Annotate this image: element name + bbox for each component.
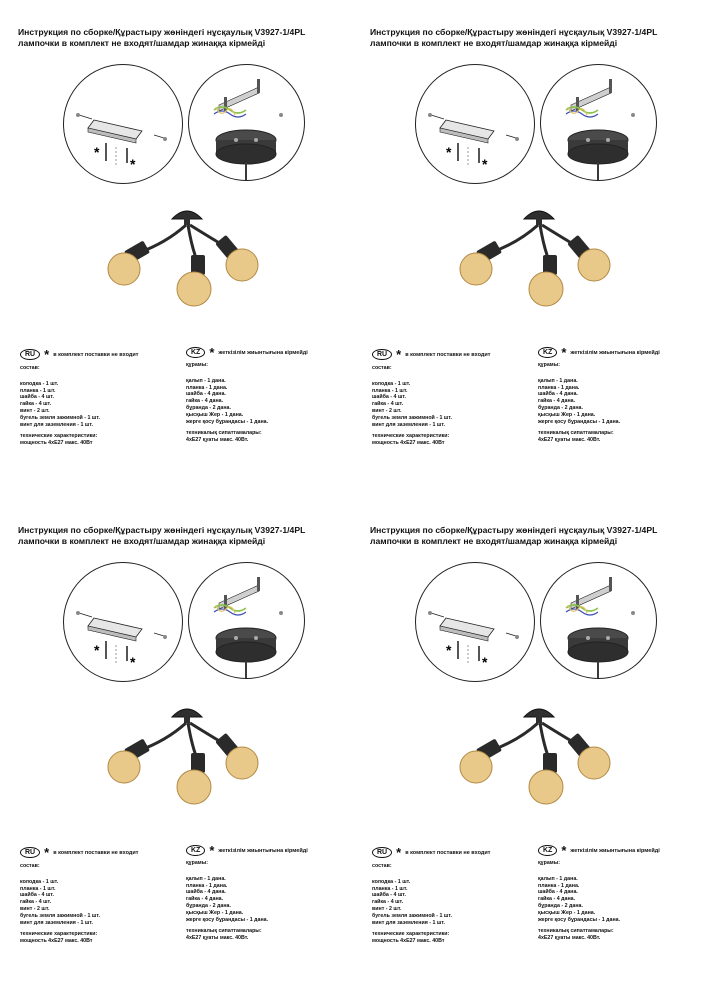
ru-specs-heading: технические характеристики: [372,931,450,938]
ru-note: в комплект поставки не входит [53,351,139,358]
asterisk-left: * [446,642,452,658]
ru-composition [372,365,452,447]
kz-item: планка - 1 дана. [538,384,580,391]
ru-item: винт - 2 шт. [372,905,402,912]
canopy-wiring-diagram [188,64,305,181]
kz-note: жеткізілім жиынтығына кірмейді [218,847,308,854]
kz-composition [538,860,620,942]
kz-item: шайба - 4 дана. [538,391,578,398]
kz-specs: 4хЕ27 қуаты макс. 40Вт. [538,935,601,942]
asterisk-icon: * [396,844,402,860]
ru-badge: RU [20,349,40,360]
ru-item: планка - 1 шт. [20,387,56,394]
title-line-1: Инструкция по сборке/Құрастыру жөніндегі нұсқаулық V3927-1/4PL [18,525,306,535]
title-line-2: лампочки в комплект не входят/шамдар жинаққа кірмейді [370,535,618,546]
ru-badge: RU [20,847,40,858]
title-line-1: Инструкция по сборке/Құрастыру жөніндегі нұсқаулық V3927-1/4PL [18,27,306,37]
instruction-title [18,27,358,48]
kz-item: жерге қосу бұрандасы - 1 дана. [538,418,621,425]
instruction-title [18,525,358,546]
instruction-title [370,27,707,48]
kz-heading: құрамы: [186,362,208,368]
kz-item: жерге қосу бұрандасы - 1 дана. [538,916,621,923]
ru-specs: мощность 4хЕ27 макс. 40Вт [20,938,93,945]
kz-item: гайка - 4 дана. [538,896,576,903]
mounting-bar-diagram [63,64,183,184]
kz-specs-heading: техникалық сипаттамалары: [186,928,262,935]
kz-note-row [538,842,660,858]
kz-item: қысқыш Жер - 1 дана. [186,909,244,916]
kz-item: қалып - 1 дана. [186,377,226,384]
ru-badge: RU [372,349,392,360]
instruction-panel-bottom-right [370,525,707,1005]
ru-item: планка - 1 шт. [372,885,408,892]
kz-composition [186,362,268,444]
ru-specs-heading: технические характеристики: [20,931,98,938]
ru-heading: состав: [20,863,40,869]
ru-item: планка - 1 шт. [372,387,408,394]
asterisk-icon: * [209,842,215,858]
kz-composition [186,860,268,942]
ru-note: в комплект поставки не входит [53,849,139,856]
ru-item: винт для заземления - 1 шт. [372,421,445,428]
asterisk-left: * [94,642,100,658]
kz-item: қалып - 1 дана. [538,377,578,384]
asterisk-icon: * [561,344,567,360]
ru-specs-heading: технические характеристики: [372,433,450,440]
ru-item: винт для заземления - 1 шт. [372,919,445,926]
ru-heading: состав: [372,365,392,371]
kz-item: планка - 1 дана. [186,384,228,391]
kz-specs-heading: техникалық сипаттамалары: [186,430,262,437]
kz-item: бұранда - 2 дана. [186,404,231,411]
title-line-1: Инструкция по сборке/Құрастыру жөніндегі нұсқаулық V3927-1/4PL [370,27,658,37]
asterisk-right: * [482,654,488,670]
ru-composition [372,863,452,945]
kz-note: жеткізілім жиынтығына кірмейді [570,847,660,854]
kz-composition [538,362,620,444]
kz-note: жеткізілім жиынтығына кірмейді [218,349,308,356]
ru-item: винт - 2 шт. [20,407,50,414]
canopy-wiring-diagram [540,562,657,679]
instruction-title [370,525,707,546]
kz-item: шайба - 4 дана. [186,391,226,398]
ru-heading: состав: [20,365,40,371]
kz-item: қалып - 1 дана. [186,875,226,882]
ru-item: колодка - 1 шт. [372,380,411,387]
kz-specs: 4хЕ27 қуаты макс. 40Вт. [186,935,249,942]
ru-item: винт для заземления - 1 шт. [20,421,93,428]
lamp-illustration [102,695,272,815]
kz-specs-heading: техникалық сипаттамалары: [538,928,614,935]
asterisk-right: * [130,156,136,172]
instruction-panel-bottom-left [18,525,358,1005]
kz-heading: құрамы: [538,362,560,368]
ru-item: колодка - 1 шт. [20,878,59,885]
kz-item: қалып - 1 дана. [538,875,578,882]
instruction-panel-top-left [18,27,358,507]
ru-note-row [20,346,139,362]
ru-item: шайба - 4 шт. [372,892,406,899]
asterisk-icon: * [44,844,50,860]
lamp-illustration [454,197,624,317]
kz-item: планка - 1 дана. [186,882,228,889]
lamp-illustration [454,695,624,815]
ru-item: гайка - 4 шт. [372,899,404,906]
asterisk-left: * [94,144,100,160]
ru-note: в комплект поставки не входит [405,849,491,856]
kz-item: шайба - 4 дана. [186,889,226,896]
instruction-panel-top-right [370,27,707,507]
kz-heading: құрамы: [186,860,208,866]
kz-item: планка - 1 дана. [538,882,580,889]
ru-note-row [372,844,491,860]
kz-item: жерге қосу бұрандасы - 1 дана. [186,916,269,923]
kz-heading: құрамы: [538,860,560,866]
ru-item: бугель земля зажимной - 1 шт. [372,414,452,421]
kz-badge: KZ [538,347,557,358]
asterisk-icon: * [44,346,50,362]
kz-item: бұранда - 2 дана. [538,902,583,909]
title-line-1: Инструкция по сборке/Құрастыру жөніндегі нұсқаулық V3927-1/4PL [370,525,658,535]
ru-composition [20,863,100,945]
mounting-bar-diagram [63,562,183,682]
kz-note-row [186,344,308,360]
ru-specs: мощность 4хЕ27 макс. 40Вт [372,440,445,447]
kz-specs: 4хЕ27 қуаты макс. 40Вт. [186,437,249,444]
canopy-wiring-diagram [540,64,657,181]
ru-specs-heading: технические характеристики: [20,433,98,440]
ru-item: колодка - 1 шт. [20,380,59,387]
ru-specs: мощность 4хЕ27 макс. 40Вт [20,440,93,447]
ru-item: гайка - 4 шт. [20,899,52,906]
kz-item: қысқыш Жер - 1 дана. [186,411,244,418]
ru-item: шайба - 4 шт. [372,394,406,401]
mounting-bar-diagram [415,64,535,184]
kz-badge: KZ [186,347,205,358]
ru-item: колодка - 1 шт. [372,878,411,885]
kz-item: гайка - 4 дана. [186,398,224,405]
title-line-2: лампочки в комплект не входят/шамдар жинаққа кірмейді [18,535,266,546]
kz-specs: 4хЕ27 қуаты макс. 40Вт. [538,437,601,444]
ru-note-row [20,844,139,860]
kz-item: жерге қосу бұрандасы - 1 дана. [186,418,269,425]
asterisk-left: * [446,144,452,160]
ru-item: шайба - 4 шт. [20,892,54,899]
ru-composition [20,365,100,447]
ru-item: гайка - 4 шт. [372,401,404,408]
ru-heading: состав: [372,863,392,869]
kz-item: қысқыш Жер - 1 дана. [538,909,596,916]
asterisk-icon: * [209,344,215,360]
asterisk-icon: * [396,346,402,362]
kz-item: шайба - 4 дана. [538,889,578,896]
kz-item: бұранда - 2 дана. [186,902,231,909]
lamp-illustration [102,197,272,317]
canopy-wiring-diagram [188,562,305,679]
kz-item: гайка - 4 дана. [186,896,224,903]
asterisk-right: * [482,156,488,172]
title-line-2: лампочки в комплект не входят/шамдар жинаққа кірмейді [18,37,266,48]
kz-note: жеткізілім жиынтығына кірмейді [570,349,660,356]
kz-badge: KZ [186,845,205,856]
kz-badge: KZ [538,845,557,856]
kz-item: гайка - 4 дана. [538,398,576,405]
asterisk-icon: * [561,842,567,858]
kz-note-row [538,344,660,360]
ru-item: бугель земля зажимной - 1 шт. [20,912,100,919]
kz-item: бұранда - 2 дана. [538,404,583,411]
ru-item: планка - 1 шт. [20,885,56,892]
ru-item: винт - 2 шт. [372,407,402,414]
kz-specs-heading: техникалық сипаттамалары: [538,430,614,437]
ru-note-row [372,346,491,362]
kz-item: қысқыш Жер - 1 дана. [538,411,596,418]
ru-specs: мощность 4хЕ27 макс. 40Вт [372,938,445,945]
ru-item: гайка - 4 шт. [20,401,52,408]
ru-item: винт - 2 шт. [20,905,50,912]
mounting-bar-diagram [415,562,535,682]
kz-note-row [186,842,308,858]
ru-badge: RU [372,847,392,858]
title-line-2: лампочки в комплект не входят/шамдар жинаққа кірмейді [370,37,618,48]
ru-item: бугель земля зажимной - 1 шт. [372,912,452,919]
ru-item: бугель земля зажимной - 1 шт. [20,414,100,421]
ru-item: шайба - 4 шт. [20,394,54,401]
ru-note: в комплект поставки не входит [405,351,491,358]
asterisk-right: * [130,654,136,670]
ru-item: винт для заземления - 1 шт. [20,919,93,926]
